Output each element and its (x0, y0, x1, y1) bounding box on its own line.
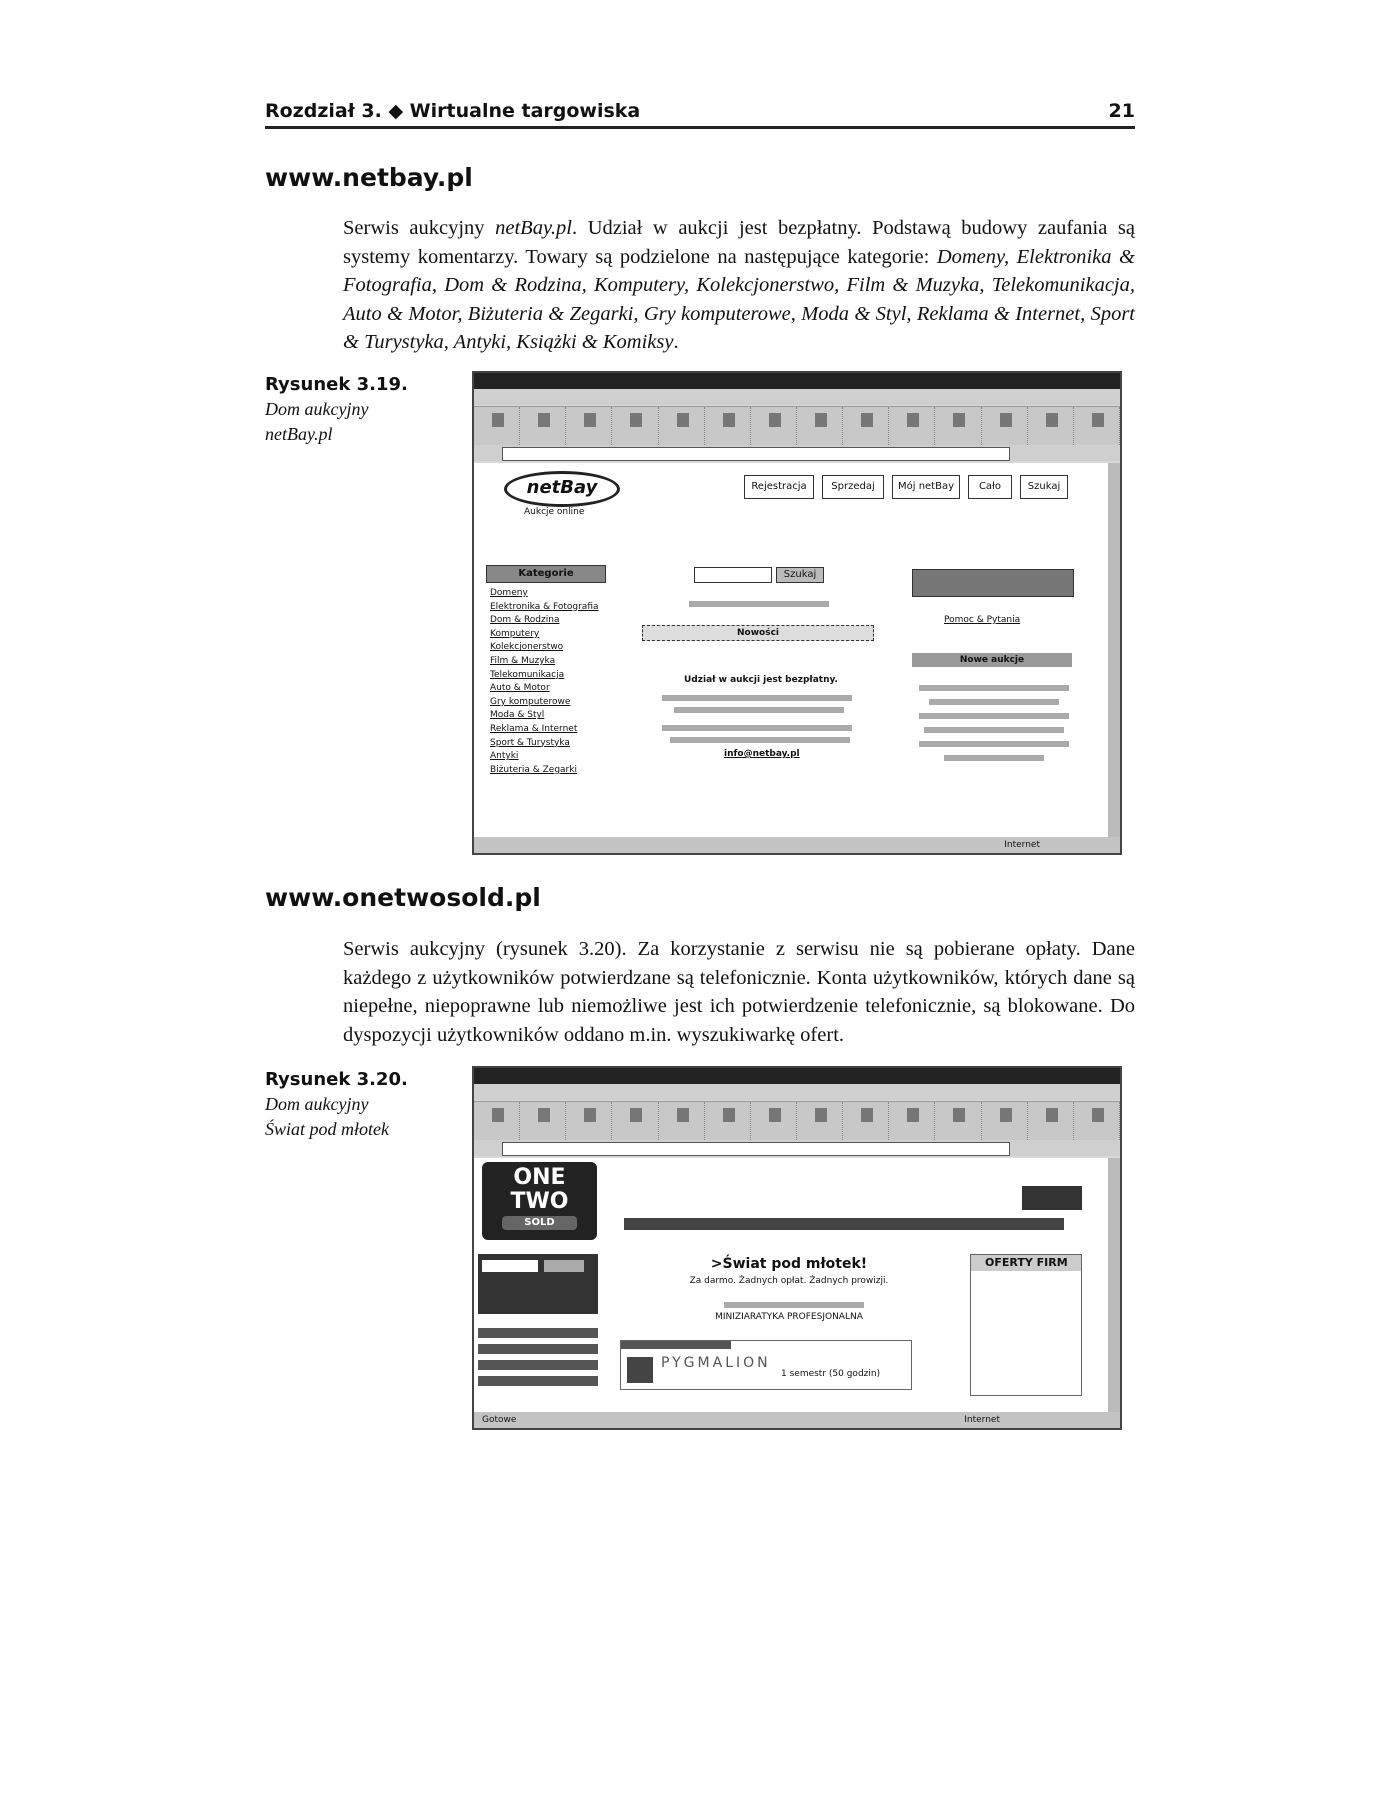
promo-banner (912, 569, 1074, 597)
register-button: Rejestracja (744, 475, 814, 499)
category-link: Moda & Styl (490, 710, 545, 721)
text-line (924, 727, 1064, 733)
address-bar (474, 1140, 1120, 1156)
text-line (944, 755, 1044, 761)
menu-bar (474, 1084, 1120, 1100)
window-titlebar (474, 1068, 1120, 1084)
free-auction-text: Udział w aukcji jest bezpłatny. (684, 675, 838, 685)
text-line (919, 713, 1069, 719)
text-line (689, 601, 829, 607)
news-box: Nowości (642, 625, 874, 641)
sidebar-item (478, 1376, 598, 1386)
figure-label: Rysunek 3.19. (265, 374, 408, 395)
text-line (919, 685, 1069, 691)
text-line (670, 737, 850, 743)
category-link: Antyki (490, 751, 519, 762)
search-nav-button: Szukaj (1020, 475, 1068, 499)
running-header (265, 98, 1135, 128)
status-bar: Internet (474, 837, 1120, 853)
menu-bar (474, 389, 1120, 405)
categories-header: Kategorie (486, 565, 606, 583)
netbay-screenshot (472, 371, 1122, 855)
sidebar-item (478, 1328, 598, 1338)
page-number: 21 (1108, 100, 1135, 122)
text-line (662, 725, 852, 731)
vertical-scrollbar (1108, 463, 1120, 837)
category-link: Film & Muzyka (490, 655, 556, 666)
subheadline: Za darmo. Żadnych opłat. Żadnych prowizji. (689, 1276, 889, 1286)
category-link: Auto & Motor (490, 683, 550, 694)
category-link: Biżuteria & Zegarki (490, 764, 577, 775)
category-link: Sport & Turystyka (490, 737, 570, 748)
category-link: Elektronika & Fotografia (490, 601, 599, 612)
web-page (474, 1158, 1108, 1412)
my-netbay-button: Mój netBay (892, 475, 960, 499)
all-button: Cało (968, 475, 1012, 499)
browser-toolbar (474, 406, 1120, 446)
sell-button: Sprzedaj (822, 475, 884, 499)
header-rule (265, 126, 1135, 129)
vertical-scrollbar (1108, 1158, 1120, 1412)
window-titlebar (474, 373, 1120, 389)
text-line (919, 741, 1069, 747)
paragraph-onetwosold: Serwis aukcyjny (rysunek 3.20). Za korzystanie z serwisu nie są pobierane opłaty. Dane każdego z użytkowników potwierdzane są telefonicznie. Konta użytkowników, których dane są niepełne, niepoprawne lub niemożliwe jest ich potwierdzenie telefonicznie, są blokowane. Do dyspozycji użytkowników oddano m.in. wyszukiwarkę ofert. (343, 938, 1135, 1046)
figure-label: Rysunek 3.20. (265, 1069, 408, 1090)
new-auctions-header: Nowe aukcje (912, 653, 1072, 667)
search-panel (478, 1254, 598, 1314)
categories-list (490, 587, 605, 777)
text-line (724, 1302, 864, 1308)
login-box (1022, 1186, 1082, 1210)
company-offers-panel: OFERTY FIRM (970, 1254, 1082, 1396)
caption-line: Dom aukcyjny (265, 1094, 369, 1114)
caption-line: Dom aukcyjny (265, 399, 369, 419)
text-line (929, 699, 1059, 705)
paragraph-netbay: Serwis aukcyjny netBay.pl. Udział w aukcji jest bezpłatny. Podstawą budowy zaufania są systemy komentarzy. Towary są podzielone na następujące kategorie: Domeny, Elektronika & Fotografia, Dom & Rodzina, Komputery, Kolekcjonerstwo, Film & Muzyka, Telekomunikacja, Auto & Motor, Biżuteria & Zegarki, Gry komputerowe, Moda & Styl, Reklama & Internet, Sport & Turystyka, Antyki, Książki & Komiksy. (343, 217, 1135, 353)
category-link: Kolekcjonerstwo (490, 642, 564, 653)
search-button: Szukaj (776, 567, 824, 583)
status-bar: Gotowe Internet (474, 1412, 1120, 1428)
text-line (674, 707, 844, 713)
top-nav-bar (624, 1218, 1064, 1230)
caption-line: Świat pod młotek (265, 1119, 389, 1139)
contact-email: info@netbay.pl (724, 749, 800, 759)
logo-subtitle: Aukcje online (524, 507, 585, 517)
category-link: Dom & Rodzina (490, 615, 560, 626)
search-input (694, 567, 772, 583)
chapter-title: Rozdział 3. ◆ Wirtualne targowiska (265, 100, 641, 122)
help-link: Pomoc & Pytania (944, 615, 1021, 625)
category-link: Telekomunikacja (490, 669, 565, 680)
section-heading-netbay: www.netbay.pl (265, 163, 473, 192)
onetwosold-logo: ONE TWO SOLD (482, 1162, 597, 1240)
text-line (662, 695, 852, 701)
category-link: Reklama & Internet (490, 723, 578, 734)
caption-line: netBay.pl (265, 424, 333, 444)
category-promo: MINIZIARATYKA PROFESJONALNA (715, 1312, 863, 1322)
web-page (474, 463, 1108, 837)
category-link: Komputery (490, 628, 540, 639)
category-link: Gry komputerowe (490, 696, 571, 707)
category-link: Domeny (490, 588, 528, 598)
figure-caption-3-19 (265, 372, 415, 447)
figure-caption-3-20 (265, 1067, 415, 1142)
onetwosold-screenshot (472, 1066, 1122, 1430)
section-heading-onetwosold: www.onetwosold.pl (265, 883, 541, 912)
browser-toolbar (474, 1101, 1120, 1141)
headline: >Świat pod młotek! (710, 1256, 868, 1272)
address-bar (474, 445, 1120, 461)
sidebar-item (478, 1344, 598, 1354)
sidebar-item (478, 1360, 598, 1370)
netbay-logo: netBay (504, 471, 620, 507)
promo-box: PYGMALION 1 semestr (50 godzin) (620, 1340, 912, 1390)
